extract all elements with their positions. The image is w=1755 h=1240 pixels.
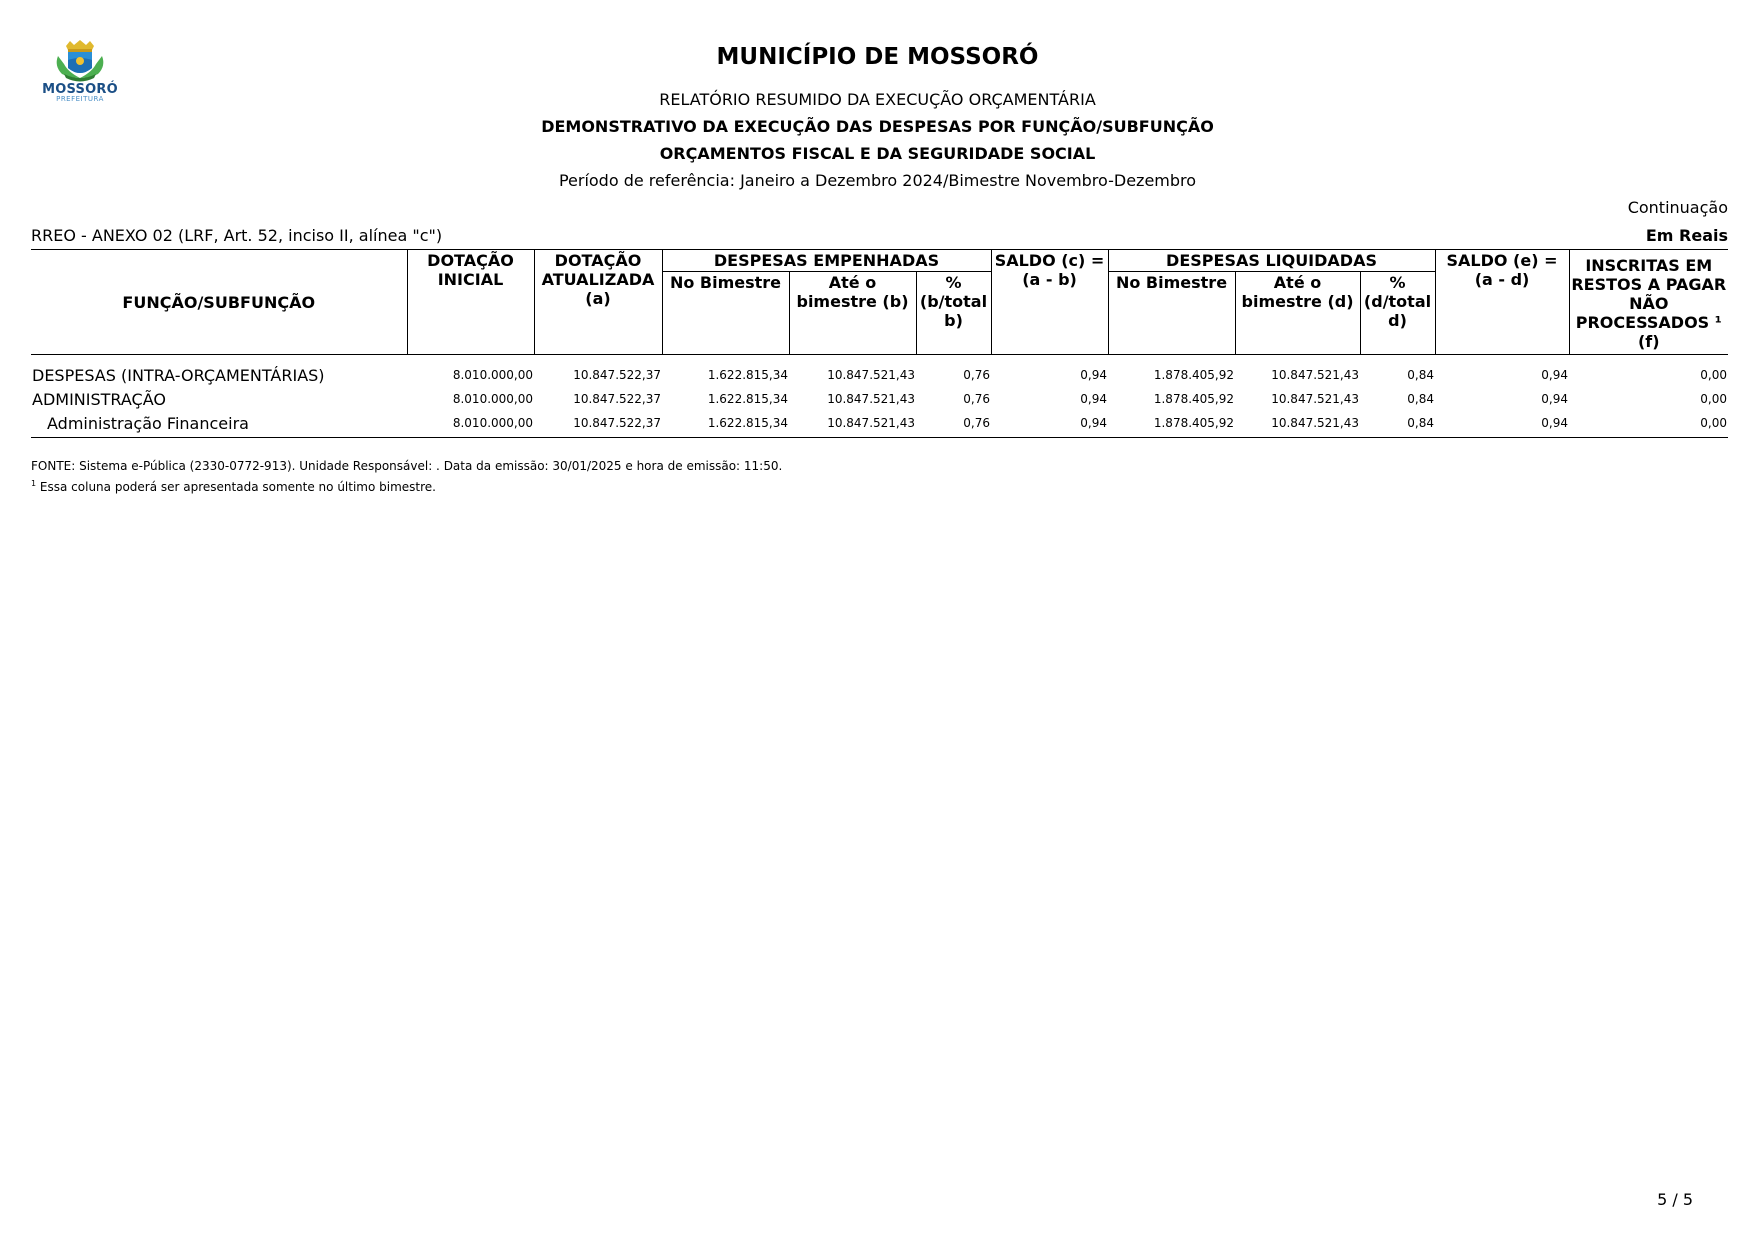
- header-inscritas: INSCRITAS EM RESTOS A PAGAR NÃO PROCESSADOS ¹ (f): [1569, 250, 1728, 355]
- continuacao-label: Continuação: [1627, 198, 1728, 217]
- header-dotacao-atualizada: DOTAÇÃO ATUALIZADA (a): [534, 250, 662, 355]
- cell-emp-pct: 0,76: [963, 368, 991, 382]
- page-number: 5 / 5: [1657, 1190, 1693, 1209]
- demonstrativo-title: DEMONSTRATIVO DA EXECUÇÃO DAS DESPESAS POR FUNÇÃO/SUBFUNÇÃO: [541, 117, 1214, 136]
- table-row: [31, 411, 1728, 438]
- cell-liq-no-bimestre: 1.878.405,92: [1153, 392, 1235, 406]
- row-name: ADMINISTRAÇÃO: [32, 389, 166, 409]
- cell-liq-ate-bimestre: 10.847.521,43: [1235, 411, 1360, 438]
- header-emp-pct: % (b/total b): [916, 272, 991, 355]
- cell-inscritas: 0,00: [1700, 368, 1728, 382]
- anexo-label: RREO - ANEXO 02 (LRF, Art. 52, inciso II, alínea "c"): [31, 226, 443, 245]
- cell-liq-ate-bimestre: 10.847.521,43: [1271, 368, 1360, 382]
- footnote: [31, 479, 436, 494]
- cell-saldo-e: 0,94: [1435, 411, 1569, 438]
- footnote-text: Essa coluna poderá ser apresentada somente no último bimestre.: [39, 480, 436, 494]
- cell-liq-no-bimestre: 1.878.405,92: [1108, 411, 1235, 438]
- cell-dotacao-atualizada: 10.847.522,37: [573, 392, 661, 406]
- header-despesas-liquidadas: DESPESAS LIQUIDADAS: [1108, 250, 1435, 272]
- header-funcao: FUNÇÃO/SUBFUNÇÃO: [31, 250, 407, 355]
- cell-saldo-c: 0,94: [991, 411, 1108, 438]
- periodo-referencia: Período de referência: Janeiro a Dezembro 2024/Bimestre Novembro-Dezembro: [558, 171, 1197, 190]
- cell-saldo-c: 0,94: [1080, 368, 1108, 382]
- cell-inscritas: 0,00: [1569, 411, 1728, 438]
- table-row: [31, 387, 1728, 411]
- logo-text: MOSSORÓ: [42, 82, 118, 97]
- cell-saldo-c: 0,94: [1080, 392, 1108, 406]
- cell-dotacao-atualizada: 10.847.522,37: [534, 411, 662, 438]
- cell-emp-pct: 0,76: [963, 392, 991, 406]
- cell-saldo-e: 0,94: [1541, 368, 1569, 382]
- cell-emp-pct: 0,76: [916, 411, 991, 438]
- fonte-note: FONTE: Sistema e-Pública (2330-0772-913). Unidade Responsável: . Data da emissão: 30/01/2025 e hora de emissão: 11:50.: [31, 459, 783, 473]
- cell-liq-pct: 0,84: [1360, 411, 1435, 438]
- header-liq-no-bimestre: No Bimestre: [1108, 272, 1235, 355]
- municipio-title: MUNICÍPIO DE MOSSORÓ: [716, 44, 1039, 70]
- cell-dotacao-atualizada: 10.847.522,37: [573, 368, 661, 382]
- header-emp-ate-bimestre: Até o bimestre (b): [789, 272, 916, 355]
- cell-liq-no-bimestre: 1.878.405,92: [1153, 368, 1235, 382]
- cell-dotacao-inicial: 8.010.000,00: [452, 368, 533, 382]
- cell-dotacao-inicial: 8.010.000,00: [452, 392, 533, 406]
- cell-inscritas: 0,00: [1700, 392, 1728, 406]
- cell-emp-no-bimestre: 1.622.815,34: [662, 411, 789, 438]
- orcamentos-title: ORÇAMENTOS FISCAL E DA SEGURIDADE SOCIAL: [659, 144, 1096, 163]
- header-emp-no-bimestre: No Bimestre: [662, 272, 789, 355]
- cell-liq-pct: 0,84: [1407, 392, 1435, 406]
- header-saldo-c: SALDO (c) = (a - b): [991, 250, 1108, 355]
- header-despesas-empenhadas: DESPESAS EMPENHADAS: [662, 250, 991, 272]
- row-name: DESPESAS (INTRA-ORÇAMENTÁRIAS): [32, 365, 325, 385]
- cell-emp-no-bimestre: 1.622.815,34: [707, 392, 788, 406]
- header-dotacao-inicial: DOTAÇÃO INICIAL: [407, 250, 534, 355]
- cell-emp-ate-bimestre: 10.847.521,43: [827, 368, 915, 382]
- header-saldo-e: SALDO (e) = (a - d): [1435, 250, 1569, 355]
- cell-emp-ate-bimestre: 10.847.521,43: [827, 392, 915, 406]
- cell-saldo-e: 0,94: [1541, 392, 1569, 406]
- em-reais-label: Em Reais: [1645, 226, 1728, 245]
- despesas-table: [31, 249, 1728, 438]
- table-row: [31, 355, 1728, 388]
- cell-dotacao-inicial: 8.010.000,00: [407, 411, 534, 438]
- row-name: Administração Financeira: [31, 411, 407, 438]
- cell-emp-ate-bimestre: 10.847.521,43: [789, 411, 916, 438]
- relatorio-title: RELATÓRIO RESUMIDO DA EXECUÇÃO ORÇAMENTÁRIA: [659, 90, 1096, 109]
- cell-liq-pct: 0,84: [1407, 368, 1435, 382]
- header-liq-pct: % (d/total d): [1360, 272, 1435, 355]
- logo-subtext: PREFEITURA: [56, 95, 104, 103]
- cell-emp-no-bimestre: 1.622.815,34: [707, 368, 788, 382]
- footnote-mark: 1: [31, 479, 37, 488]
- cell-liq-ate-bimestre: 10.847.521,43: [1271, 392, 1360, 406]
- header-liq-ate-bimestre: Até o bimestre (d): [1235, 272, 1360, 355]
